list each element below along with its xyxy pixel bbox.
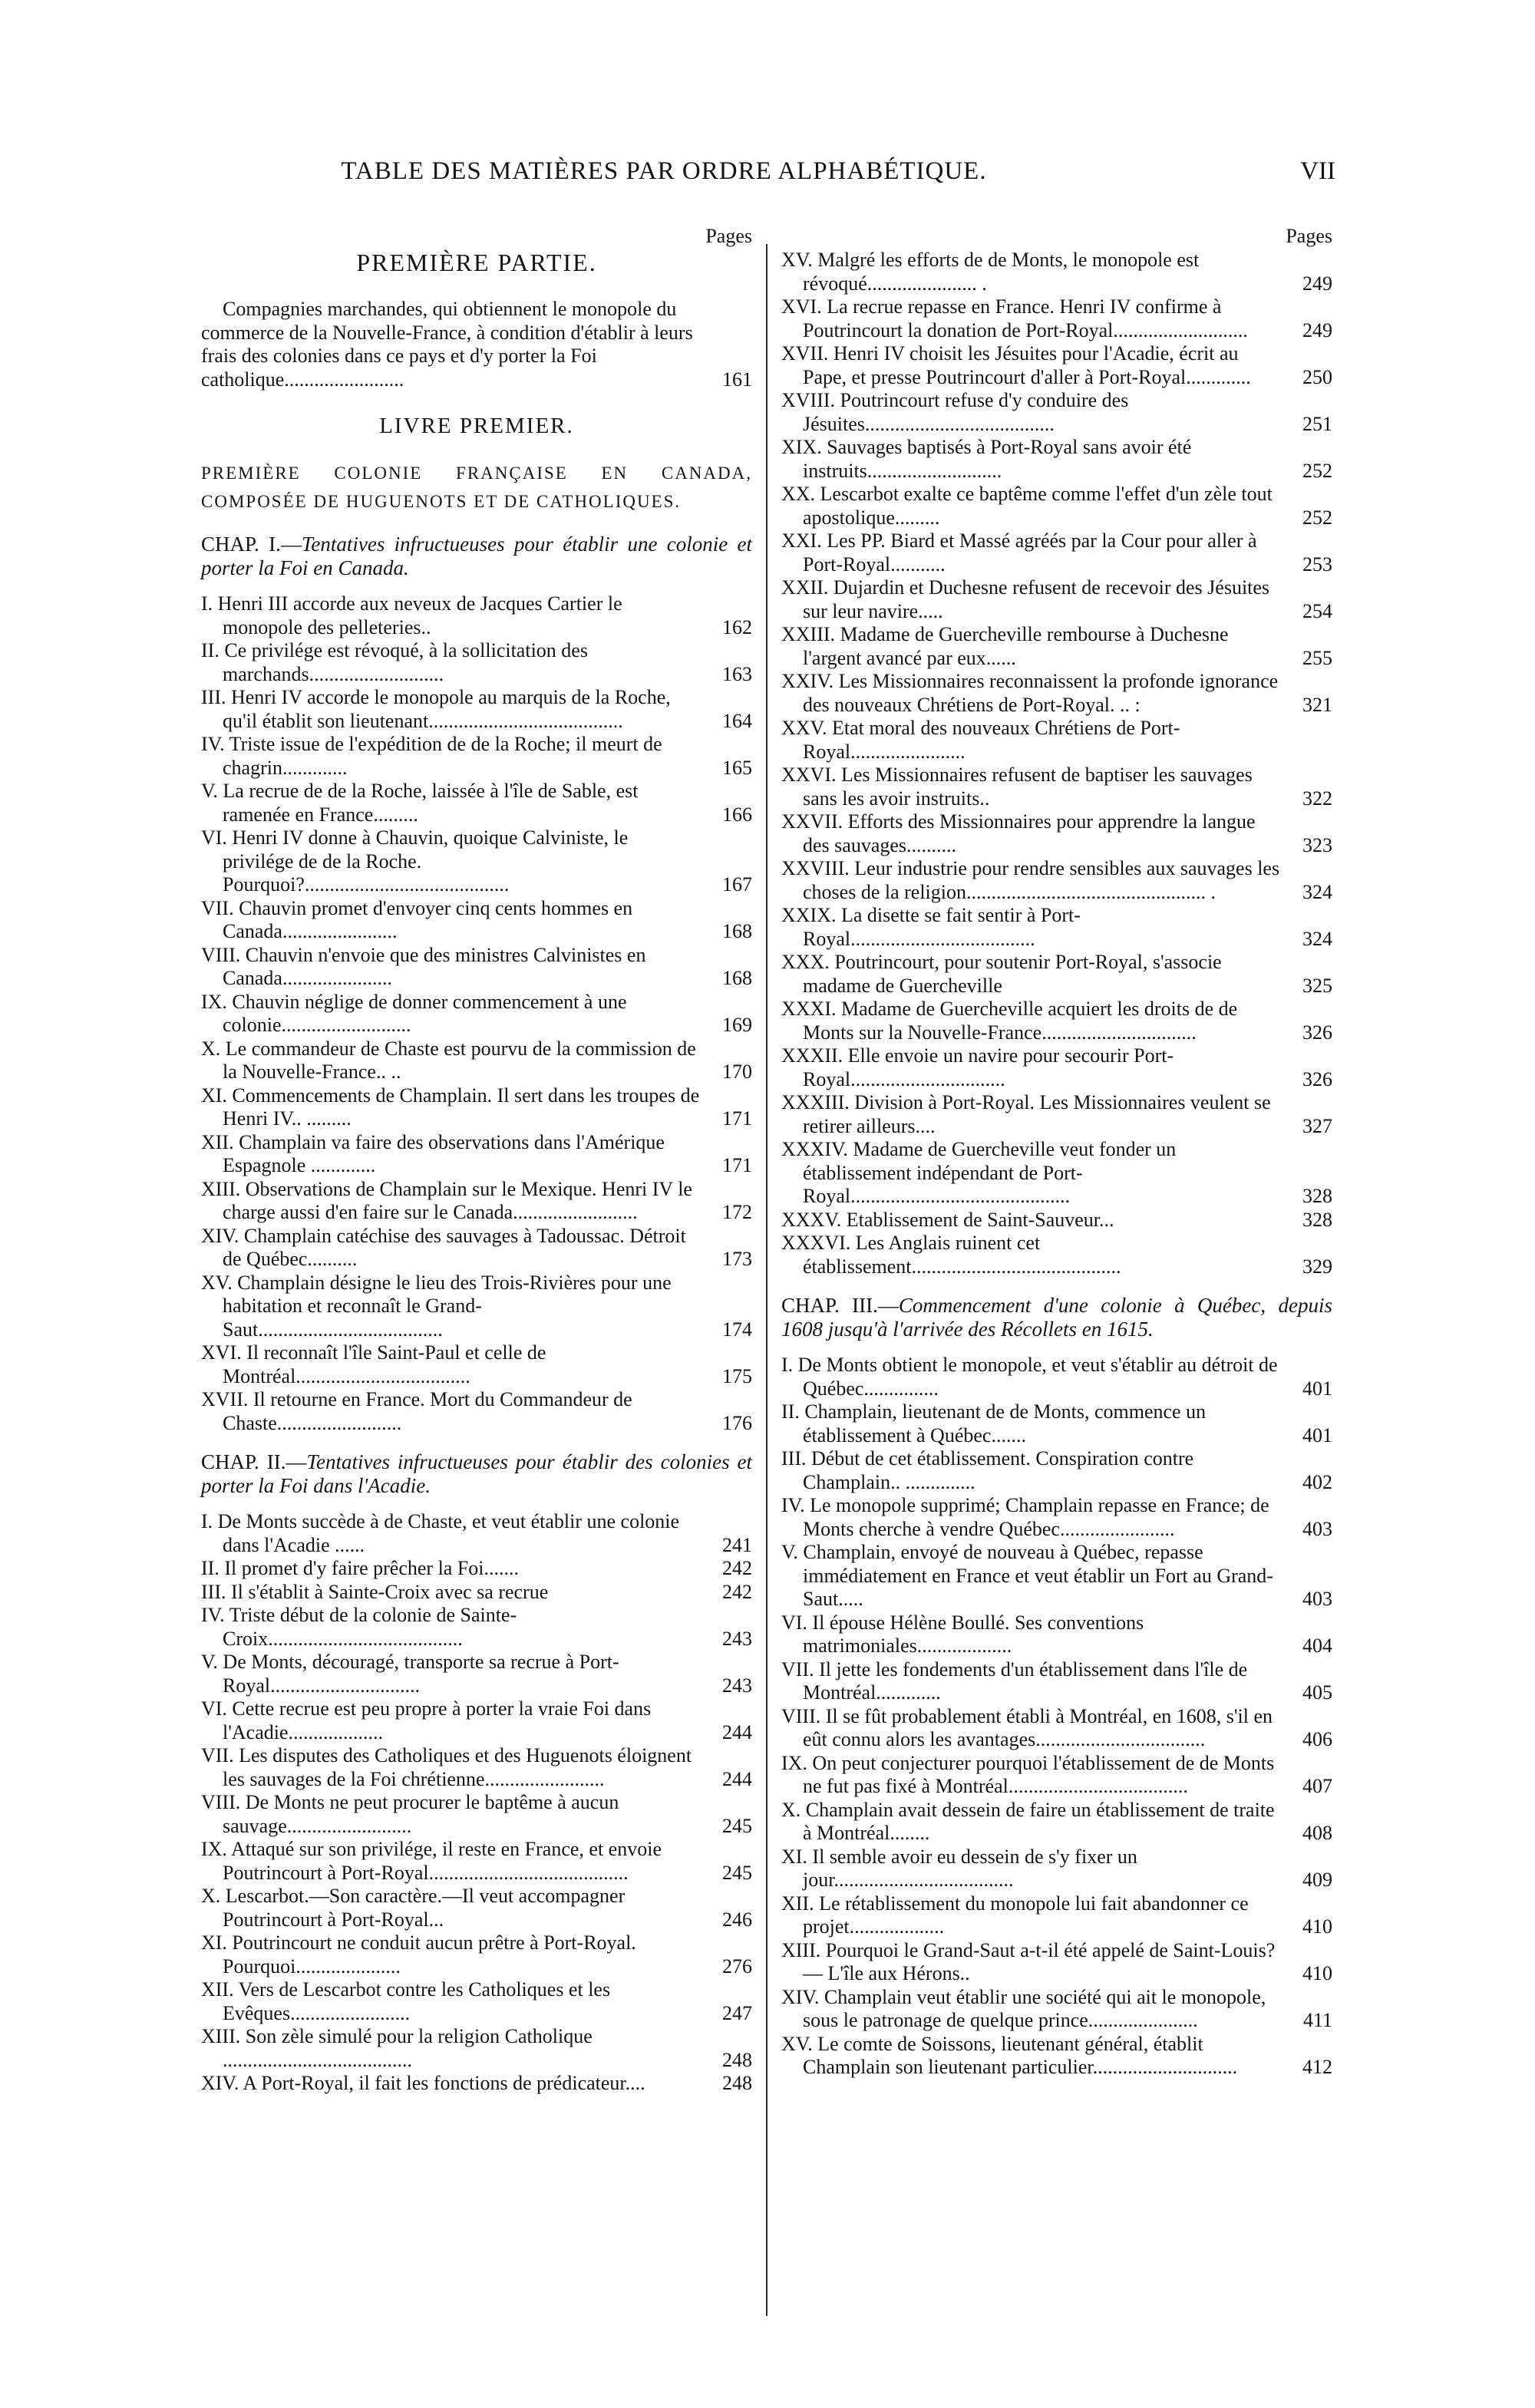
toc-entry [201,1084,752,1131]
entry-text: XXI. Les PP. Biard et Massé agréés par la Cour pour aller à Port-Royal........... [781,529,1257,576]
entry-text: IV. Le monopole supprimé; Champlain repasse en France; de Monts cherche à vendre Québec....................... [781,1494,1269,1540]
column-divider [766,244,768,2316]
entry-page: 174 [722,1318,752,1341]
chapter-label: CHAP. I.— [201,533,302,556]
intro-entry [201,298,752,391]
entry-text: VI. Il épouse Hélène Boullé. Ses conventions matrimoniales................... [781,1611,1144,1657]
toc-entry [201,1557,752,1581]
left-column [201,224,752,2096]
entry-text: VII. Les disputes des Catholiques et des Huguenots éloignent les sauvages de la Foi chrétienne........................ [201,1744,692,1790]
entry-page: 253 [1302,553,1332,576]
entry-page: 168 [722,920,752,942]
toc-entry [201,1272,752,1342]
entry-text: IV. Triste début de la colonie de Sainte-Croix....................................... [201,1604,517,1650]
entry-text: XXVII. Efforts des Missionnaires pour apprendre la langue des sauvages.......... [781,810,1256,856]
entry-page: 249 [1302,318,1332,341]
toc-entry [781,1892,1332,1939]
toc-entry [201,639,752,686]
toc-entry [201,1791,752,1838]
entry-text: X. Lescarbot.—Son caractère.—Il veut accompagner Poutrincourt à Port-Royal... [201,1885,626,1931]
toc-entry [781,436,1332,483]
entry-page: 164 [722,709,752,732]
toc-entry [781,1658,1332,1705]
entry-text: V. La recrue de de la Roche, laissée à l'île de Sable, est ramenée en France......... [201,780,639,826]
toc-entry [781,1138,1332,1209]
chapter-1-heading [201,533,752,580]
entry-text: III. Début de cet établissement. Conspiration contre Champlain.. .............. [781,1447,1194,1493]
entry-text: VIII. De Monts ne peut procurer le baptême à aucun sauvage......................... [201,1791,619,1837]
entry-text: III. Il s'établit à Sainte-Croix avec sa recrue [201,1580,549,1603]
entry-page: 412 [1302,2056,1332,2078]
entry-page: 409 [1302,1869,1332,1891]
entry-text: XXV. Etat moral des nouveaux Chrétiens de Port-Royal....................... [781,717,1180,763]
colony-heading: PREMIÈRE COLONIE FRANÇAISE EN CANADA, COMPOSÉE DE HUGUENOTS ET DE CATHOLIQUES. [201,463,752,511]
entry-text: XVI. Il reconnaît l'île Saint-Paul et celle de Montréal................................... [201,1341,546,1387]
entry-text: XIII. Pourquoi le Grand-Saut a-t-il été appelé de Saint-Louis?— L'île aux Hérons.. [781,1938,1276,1984]
chapter-title: Commencement d'une colonie à Québec, depuis 1608 jusqu'à l'arrivée des Récollets en 1615. [781,1294,1332,1341]
toc-entry [201,1131,752,1178]
toc-entry [781,2033,1332,2080]
entry-text: XIV. A Port-Royal, il fait les fonctions de prédicateur.... [201,2072,645,2094]
entry-page: 175 [722,1364,752,1387]
chapter-title: Tentatives infructueuses pour établir une colonie et porter la Foi en Canada. [201,533,753,579]
toc-entry [201,1978,752,2025]
entry-text: XXXVI. Les Anglais ruinent cet établissement.......................................... [781,1232,1121,1278]
entry-page: 410 [1302,1915,1332,1938]
entry-text: XII. Le rétablissement du monopole lui fait abandonner ce projet................... [781,1892,1249,1938]
entry-page: 329 [1302,1255,1332,1278]
toc-entry [781,1447,1332,1494]
entry-page: 173 [722,1248,752,1270]
entry-page: 248 [722,2048,752,2071]
toc-entry [781,342,1332,389]
toc-entry [201,1744,752,1791]
entry-text: I. De Monts obtient le monopole, et veut s'établir au détroit de Québec............... [781,1354,1278,1400]
toc-entry [781,249,1332,295]
entry-page: 328 [1302,1185,1332,1207]
entry-text: III. Henri IV accorde le monopole au marquis de la Roche, qu'il établit son lieutenant....................................... [201,686,671,732]
entry-page: 245 [722,1861,752,1884]
entry-text: XXIV. Les Missionnaires reconnaissent la profonde ignorance des nouveaux Chrétiens de Port-Royal. .. : [781,670,1279,716]
entry-page: 176 [722,1411,752,1434]
toc-entry [201,1697,752,1744]
entry-page: 405 [1302,1681,1332,1704]
entry-page: 166 [722,803,752,826]
entry-page: 162 [722,615,752,638]
toc-entry [781,1091,1332,1138]
toc-entry [201,780,752,826]
entry-text: XVII. Il retourne en France. Mort du Commandeur de Chaste......................... [201,1388,632,1434]
toc-entry [201,897,752,944]
toc-entry [781,389,1332,436]
toc-entry [201,1178,752,1225]
entry-page: 406 [1302,1728,1332,1750]
entry-page: 325 [1302,974,1332,997]
entry-page: 410 [1302,1962,1332,1984]
toc-entry [781,998,1332,1044]
right-column [781,224,1332,2080]
toc-entry [781,1354,1332,1400]
toc-entry [781,764,1332,810]
toc-entry [781,1986,1332,2033]
toc-entry [781,1494,1332,1541]
entry-text: X. Champlain avait dessein de faire un établissement de traite à Montréal........ [781,1798,1275,1844]
toc-entry [781,1799,1332,1846]
toc-entry [781,1541,1332,1611]
entry-text: II. Champlain, lieutenant de de Monts, commence un établissement à Québec....... [781,1400,1207,1446]
entry-text: XII. Champlain va faire des observations dans l'Amérique Espagnole ............. [201,1130,665,1176]
book-title: LIVRE PREMIER. [379,414,574,438]
toc-entry [201,1838,752,1885]
chapter-2-entries-continued [781,249,1332,1278]
entry-text: VIII. Chauvin n'envoie que des ministres Calvinistes en Canada...................... [201,943,646,989]
chapter-3-heading [781,1294,1332,1341]
toc-entry [201,2025,752,2072]
entry-page: 171 [722,1107,752,1130]
entry-page: 403 [1302,1588,1332,1610]
entry-page: 161 [722,368,752,391]
entry-text: VI. Henri IV donne à Chauvin, quoique Calviniste, le privilége de de la Roche. Pourquoi?......................................... [201,826,629,896]
entry-page: 241 [722,1533,752,1556]
entry-page: 411 [1302,2009,1332,2031]
toc-entry [201,1225,752,1272]
toc-entry [781,904,1332,951]
toc-entry [781,810,1332,857]
entry-text: XV. Champlain désigne le lieu des Trois-Rivières pour une habitation et reconnaît le Grand-Saut..................................... [201,1271,672,1341]
entry-page: 254 [1302,599,1332,622]
toc-entry [781,529,1332,576]
toc-entry [201,1037,752,1084]
entry-text: XV. Malgré les efforts de de Monts, le monopole est révoqué...................... . [781,249,1200,295]
toc-entry [201,733,752,780]
entry-text: XIV. Champlain catéchise des sauvages à Tadoussac. Détroit de Québec.......... [201,1224,686,1270]
toc-entry [201,1510,752,1557]
entry-text: XII. Vers de Lescarbot contre les Catholiques et les Evêques........................ [201,1978,611,2024]
toc-entry [781,1939,1332,1986]
toc-entry [781,670,1332,717]
entry-page: 244 [722,1720,752,1743]
entry-page: 326 [1302,1021,1332,1044]
entry-text: Compagnies marchandes, qui obtiennent le monopole du commerce de la Nouvelle-France, à condition d'établir à leurs frais des colonies dans ce pays et d'y porter la Foi catholique........................ [201,298,693,391]
entry-text: XXVI. Les Missionnaires refusent de baptiser les sauvages sans les avoir instruits.. [781,764,1253,810]
entry-page: 171 [722,1154,752,1176]
entry-text: XX. Lescarbot exalte ce baptême comme l'effet d'un zèle tout apostolique......... [781,483,1273,529]
entry-page: 242 [722,1557,752,1579]
entry-page: 246 [722,1908,752,1931]
entry-text: XI. Poutrincourt ne conduit aucun prêtre à Port-Royal. Pourquoi..................... [201,1931,636,1978]
entry-text: XXII. Dujardin et Duchesne refusent de recevoir des Jésuites sur leur navire..... [781,576,1270,622]
entry-text: I. Henri III accorde aux neveux de Jacques Cartier le monopole des pelleteries.. [201,592,622,638]
entry-text: IX. Chauvin néglige de donner commencement à une colonie.......................... [201,990,627,1036]
entry-text: XI. Il semble avoir eu dessein de s'y fixer un jour.................................... [781,1845,1137,1891]
toc-entry [781,717,1332,764]
entry-page: 252 [1302,459,1332,482]
chapter-2-heading [201,1450,752,1498]
entry-text: V. De Monts, découragé, transporte sa recrue à Port-Royal.............................. [201,1651,619,1697]
toc-entry [201,1581,752,1605]
entry-text: XXIX. La disette se fait sentir à Port-Royal..................................... [781,904,1081,950]
entry-page: 322 [1302,787,1332,810]
entry-page: 326 [1302,1067,1332,1090]
entry-text: I. De Monts succède à de Chaste, et veut établir une colonie dans l'Acadie ...... [201,1510,680,1556]
entry-page: 251 [1302,412,1332,435]
entry-page: 172 [722,1201,752,1223]
entry-page: 250 [1302,365,1332,388]
chapter-2-entries [201,1510,752,2096]
entry-page: 243 [722,1674,752,1697]
chapter-3-entries [781,1354,1332,2080]
toc-entry [781,1705,1332,1752]
toc-entry [781,1044,1332,1091]
toc-entry [781,857,1332,904]
entry-text: XXXI. Madame de Guercheville acquiert les droits de de Monts sur la Nouvelle-France............................... [781,998,1238,1044]
entry-text: XXXV. Etablissement de Saint-Sauveur... [781,1208,1114,1231]
toc-entry [201,1931,752,1978]
entry-page: 242 [722,1580,752,1603]
entry-page: 323 [1302,833,1332,856]
entry-text: XVIII. Poutrincourt refuse d'y conduire des Jésuites...................................... [781,389,1129,435]
entry-page: 408 [1302,1822,1332,1844]
toc-entry [781,951,1332,998]
toc-entry [201,1341,752,1388]
entry-page: 165 [722,756,752,779]
entry-text: II. Ce privilége est révoqué, à la sollicitation des marchands........................... [201,639,588,685]
part-title: PREMIÈRE PARTIE. [356,249,597,276]
entry-text: XIV. Champlain veut établir une société qui ait le monopole, sous le patronage de quelque prince...................... [781,1985,1266,2031]
toc-entry [781,483,1332,529]
toc-entry [201,991,752,1037]
entry-text: XIII. Observations de Champlain sur le Mexique. Henri IV le charge aussi d'en faire sur le Canada......................... [201,1177,692,1223]
entry-page: 324 [1302,880,1332,903]
entry-text: XXXIII. Division à Port-Royal. Les Missionnaires veulent se retirer ailleurs.... [781,1091,1271,1137]
entry-page: 404 [1302,1634,1332,1657]
entry-page: 245 [722,1814,752,1837]
entry-text: XVII. Henri IV choisit les Jésuites pour l'Acadie, écrit au Pape, et presse Poutrincourt d'aller à Port-Royal............. [781,342,1251,388]
entry-page: 328 [1302,1208,1332,1231]
entry-page: 401 [1302,1423,1332,1446]
toc-entry [201,2072,752,2096]
entry-text: IX. On peut conjecturer pourquoi l'établissement de de Monts ne fut pas fixé à Montréal.................................... [781,1751,1275,1797]
entry-text: V. Champlain, envoyé de nouveau à Québec, repasse immédiatement en France et veut établir un Fort au Grand-Saut..... [781,1541,1273,1610]
entry-text: II. Il promet d'y faire prêcher la Foi....... [201,1557,520,1579]
entry-page: 247 [722,2001,752,2024]
toc-entry [781,1752,1332,1799]
entry-page: 403 [1302,1517,1332,1540]
toc-entry [201,686,752,733]
toc-entry [201,1885,752,1931]
chapter-title: Tentatives infructueuses pour établir des colonies et porter la Foi dans l'Acadie. [201,1450,753,1497]
entry-page: 255 [1302,646,1332,669]
entry-page: 168 [722,967,752,989]
entry-text: XI. Commencements de Champlain. Il sert dans les troupes de Henri IV.. ......... [201,1084,700,1130]
entry-text: VII. Chauvin promet d'envoyer cinq cents hommes en Canada....................... [201,896,633,942]
pages-label: Pages [705,225,752,247]
toc-entry [201,1651,752,1697]
entry-page: 252 [1302,506,1332,529]
entry-text: XXVIII. Leur industrie pour rendre sensibles aux sauvages les choses de la religion................................................ . [781,857,1280,903]
entry-page: 163 [722,662,752,685]
toc-entry [201,592,752,639]
toc-entry [781,1209,1332,1232]
chapter-label: CHAP. III.— [781,1294,899,1317]
entry-text: X. Le commandeur de Chaste est pourvu de la commission de la Nouvelle-France.. .. [201,1037,696,1083]
chapter-label: CHAP. II.— [201,1450,307,1473]
chapter-1-entries [201,592,752,1435]
entry-page: 249 [1302,272,1332,295]
pages-label: Pages [1286,225,1332,247]
entry-page: 321 [1302,693,1332,716]
toc-entry [781,1232,1332,1278]
entry-text: XXXII. Elle envoie un navire pour secourir Port-Royal............................... [781,1044,1174,1090]
entry-page: 401 [1302,1377,1332,1400]
entry-text: IX. Attaqué sur son privilége, il reste en France, et envoie Poutrincourt à Port-Royal........................................ [201,1838,662,1884]
entry-text: XIII. Son zèle simulé pour la religion Catholique ...................................... [201,2025,593,2071]
toc-entry [201,1604,752,1651]
entry-page: 276 [722,1954,752,1978]
entry-page: 243 [722,1627,752,1650]
entry-text: VIII. Il se fût probablement établi à Montréal, en 1608, s'il en eût connu alors les avantages.................................. [781,1704,1273,1750]
entry-text: XXX. Poutrincourt, pour soutenir Port-Royal, s'associe madame de Guercheville [781,951,1222,997]
toc-entry [201,1388,752,1435]
entry-page: 170 [722,1061,752,1083]
entry-page: 407 [1302,1775,1332,1797]
entry-text: XIX. Sauvages baptisés à Port-Royal sans avoir été instruits........................... [781,436,1192,482]
entry-text: XXIII. Madame de Guercheville rembourse à Duchesne l'argent avancé par eux...... [781,623,1229,669]
entry-text: VI. Cette recrue est peu propre à porter la vraie Foi dans l'Acadie................... [201,1697,652,1743]
toc-entry [781,1611,1332,1658]
entry-text: XV. Le comte de Soissons, lieutenant général, établit Champlain son lieutenant particulier............................. [781,2032,1238,2078]
toc-entry [781,1846,1332,1892]
toc-entry [201,826,752,897]
entry-page: 167 [722,873,752,896]
toc-entry [201,944,752,991]
entry-page: 244 [722,1767,752,1790]
entry-text: VII. Il jette les fondements d'un établissement dans l'île de Montréal............. [781,1658,1248,1704]
toc-entry [781,295,1332,342]
entry-page: 402 [1302,1470,1332,1493]
entry-text: XXXIV. Madame de Guercheville veut fonder un établissement indépendant de Port-Royal............................................ [781,1138,1177,1207]
entry-page: 169 [722,1014,752,1036]
entry-page: 248 [722,2072,752,2094]
entry-page: 324 [1302,927,1332,950]
page-folio: VII [1300,157,1335,185]
running-title: TABLE DES MATIÈRES PAR ORDRE ALPHABÉTIQUE. [341,157,987,185]
entry-text: XVI. La recrue repasse en France. Henri IV confirme à Poutrincourt la donation de Port-Royal........................... [781,295,1248,341]
entry-text: IV. Triste issue de l'expédition de de la Roche; il meurt de chagrin............. [201,733,662,779]
entry-page: 327 [1302,1114,1332,1137]
toc-entry [781,576,1332,623]
toc-entry [781,1400,1332,1447]
toc-entry [781,623,1332,670]
